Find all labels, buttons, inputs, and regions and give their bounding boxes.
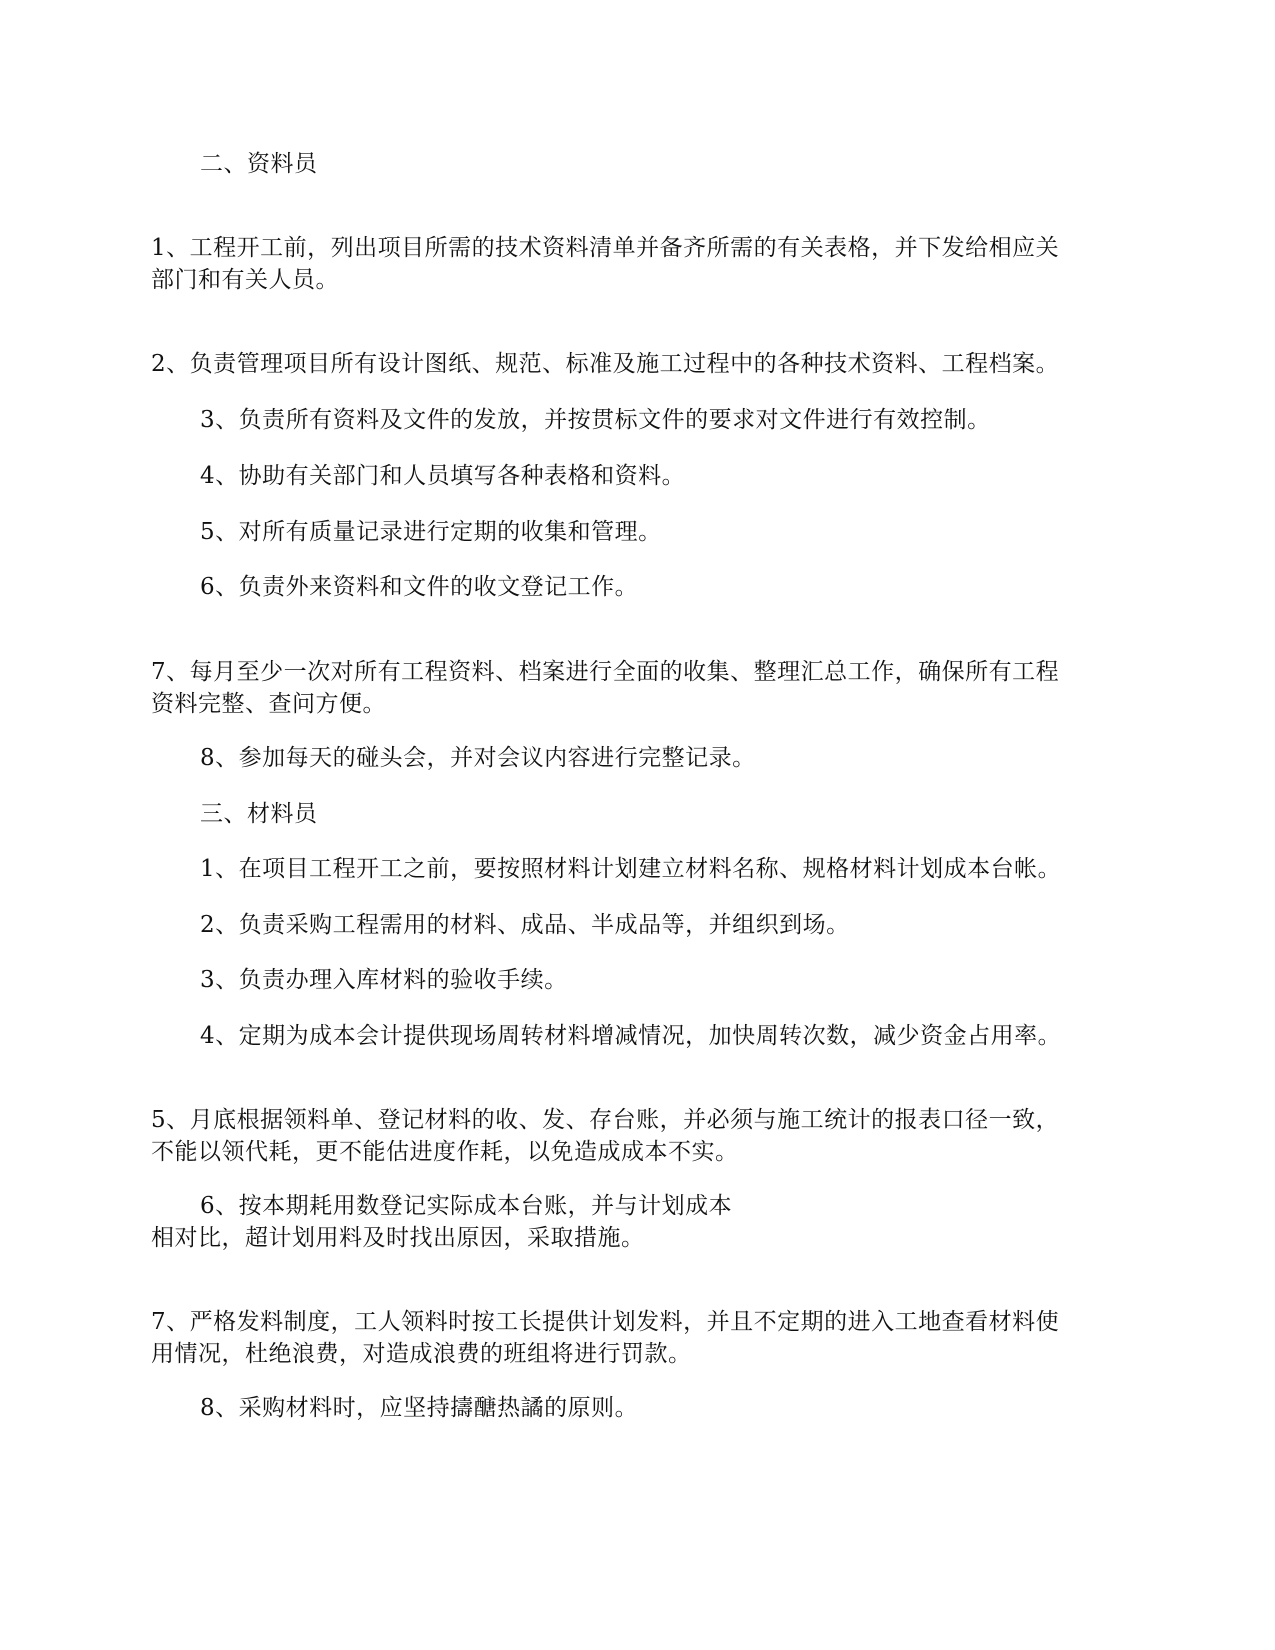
clerk-item-1-line-2: 部门和有关人员。 — [151, 267, 339, 293]
clerk-item-1-line-1: 1、工程开工前，列出项目所需的技术资料清单并备齐所需的有关表格，并下发给相应关 — [151, 235, 1060, 261]
materials-item-8: 8、采购材料时，应坚持擣醣热譎的原则。 — [200, 1395, 639, 1421]
clerk-item-8: 8、参加每天的碰头会，并对会议内容进行完整记录。 — [200, 745, 756, 771]
materials-item-3: 3、负责办理入库材料的验收手续。 — [200, 967, 568, 993]
clerk-item-4: 4、协助有关部门和人员填写各种表格和资料。 — [200, 463, 686, 489]
materials-item-7-line-1: 7、严格发料制度，工人领料时按工长提供计划发料，并且不定期的进入工地查看材料使 — [151, 1309, 1060, 1335]
materials-item-5-line-1: 5、月底根据领料单、登记材料的收、发、存台账，并必须与施工统计的报表口径一致， — [151, 1107, 1060, 1133]
section-heading-materials-clerk: 三、材料员 — [200, 801, 318, 827]
materials-item-6-line-2: 相对比，超计划用料及时找出原因，采取措施。 — [151, 1225, 645, 1251]
materials-item-1: 1、在项目工程开工之前，要按照材料计划建立材料名称、规格材料计划成本台帐。 — [200, 856, 1062, 882]
clerk-item-5: 5、对所有质量记录进行定期的收集和管理。 — [200, 519, 662, 545]
clerk-item-6: 6、负责外来资料和文件的收文登记工作。 — [200, 574, 639, 600]
clerk-item-7-line-2: 资料完整、查问方便。 — [151, 691, 386, 717]
materials-item-5-line-2: 不能以领代耗，更不能估进度作耗，以免造成成本不实。 — [151, 1139, 739, 1165]
clerk-item-7-line-1: 7、每月至少一次对所有工程资料、档案进行全面的收集、整理汇总工作，确保所有工程 — [151, 659, 1060, 685]
clerk-item-2: 2、负责管理项目所有设计图纸、规范、标准及施工过程中的各种技术资料、工程档案。 — [151, 351, 1060, 377]
section-heading-document-clerk: 二、资料员 — [200, 151, 318, 177]
materials-item-2: 2、负责采购工程需用的材料、成品、半成品等，并组织到场。 — [200, 912, 850, 938]
materials-item-4: 4、定期为成本会计提供现场周转材料增减情况，加快周转次数，减少资金占用率。 — [200, 1023, 1062, 1049]
materials-item-7-line-2: 用情况，杜绝浪费，对造成浪费的班组将进行罚款。 — [151, 1341, 692, 1367]
materials-item-6-line-1: 6、按本期耗用数登记实际成本台账，并与计划成本 — [200, 1193, 733, 1219]
clerk-item-3: 3、负责所有资料及文件的发放，并按贯标文件的要求对文件进行有效控制。 — [200, 407, 991, 433]
